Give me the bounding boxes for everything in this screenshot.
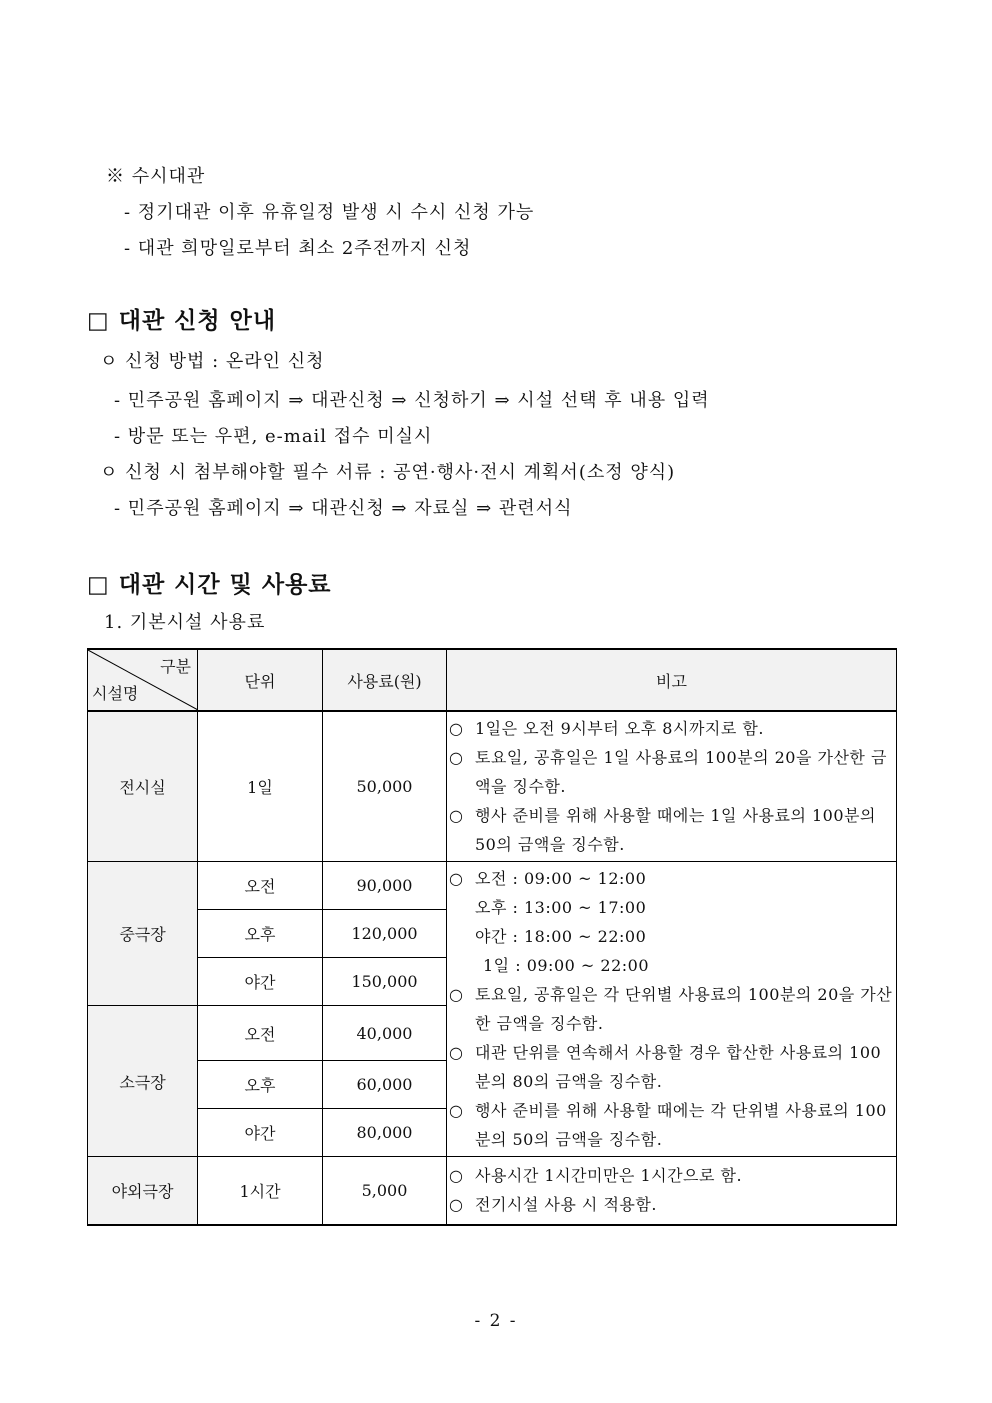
header-corner-bottom: 시설명	[92, 684, 139, 703]
fee-cell: 120,000	[323, 910, 447, 958]
facility-outdoor-theater: 야외극장	[88, 1157, 198, 1225]
remark-outdoor	[447, 1157, 897, 1225]
fee-cell: 90,000	[323, 862, 447, 910]
remark-item: ○ 행사 준비를 위해 사용할 때에는 1일 사용료의 100분의 50의 금액을 징수함.	[449, 801, 894, 859]
fee-cell: 150,000	[323, 958, 447, 1006]
unit-cell: 오전	[198, 1006, 323, 1061]
unit-cell: 야간	[198, 958, 323, 1006]
note-title: ※ 수시대관	[106, 166, 206, 187]
facility-exhibition: 전시실	[88, 711, 198, 862]
remark-item: ○ 토요일, 공휴일은 각 단위별 사용료의 100분의 20을 가산한 금액을 징수함.	[449, 980, 894, 1038]
apply-line: ㅇ 신청 방법 : 온라인 신청	[100, 351, 325, 372]
note-item: - 대관 희망일로부터 최소 2주전까지 신청	[124, 238, 472, 259]
apply-line: - 방문 또는 우편, e-mail 접수 미실시	[114, 426, 433, 447]
apply-line: - 민주공원 홈페이지 ⇒ 대관신청 ⇒ 자료실 ⇒ 관련서식	[114, 498, 573, 519]
remark-exhibition	[447, 711, 897, 862]
remark-item: ○ 토요일, 공휴일은 1일 사용료의 100분의 20을 가산한 금액을 징수함.	[449, 743, 894, 801]
circle-bullet-icon: ○	[449, 1195, 464, 1215]
remark-time: 야간 : 18:00 ~ 22:00	[475, 927, 647, 946]
circle-bullet-icon: ○	[449, 1101, 464, 1120]
apply-line: ㅇ 신청 시 첨부해야할 필수 서류 : 공연·행사·전시 계획서(소정 양식)	[100, 462, 676, 483]
unit-cell: 오후	[198, 1061, 323, 1109]
fee-cell: 40,000	[323, 1006, 447, 1061]
remark-item: ○ 전기시설 사용 시 적용함.	[449, 1190, 894, 1219]
fee-cell: 80,000	[323, 1109, 447, 1157]
table-row	[88, 711, 897, 862]
fee-cell: 50,000	[323, 711, 447, 862]
table-row	[88, 1157, 897, 1225]
header-remark: 비고	[447, 649, 897, 711]
header-fee: 사용료(원)	[323, 649, 447, 711]
unit-cell: 1일	[198, 711, 323, 862]
circle-bullet-icon: ○	[449, 748, 464, 767]
facility-middle-theater: 중극장	[88, 862, 198, 1006]
fee-subheading: 1. 기본시설 사용료	[104, 612, 266, 633]
fee-cell: 5,000	[323, 1157, 447, 1225]
circle-bullet-icon: ○	[449, 1166, 464, 1186]
remark-item: ○ 대관 단위를 연속해서 사용할 경우 합산한 사용료의 100분의 80의 금액을 징수함.	[449, 1038, 894, 1096]
table-header-row	[88, 649, 897, 711]
remark-item: ○ 오전 : 09:00 ~ 12:00	[449, 864, 894, 893]
circle-bullet-icon: ○	[449, 806, 464, 825]
remark-time: 오후 : 13:00 ~ 17:00	[475, 898, 647, 917]
note-item: - 정기대관 이후 유휴일정 발생 시 수시 신청 가능	[124, 202, 535, 223]
circle-bullet-icon: ○	[449, 1043, 464, 1062]
header-corner-cell	[88, 649, 198, 711]
unit-cell: 오전	[198, 862, 323, 910]
unit-cell: 오후	[198, 910, 323, 958]
unit-cell: 1시간	[198, 1157, 323, 1225]
circle-bullet-icon: ○	[449, 719, 464, 738]
apply-line: - 민주공원 홈페이지 ⇒ 대관신청 ⇒ 신청하기 ⇒ 시설 선택 후 내용 입력	[114, 390, 710, 411]
remark-item: ○ 사용시간 1시간미만은 1시간으로 함.	[449, 1161, 894, 1190]
page-number: - 2 -	[474, 1311, 518, 1331]
circle-bullet-icon: ○	[449, 869, 464, 888]
unit-cell: 야간	[198, 1109, 323, 1157]
remark-item: ○ 행사 준비를 위해 사용할 때에는 각 단위별 사용료의 100분의 50의 금액을 징수함.	[449, 1096, 894, 1154]
circle-bullet-icon: ○	[449, 985, 464, 1004]
header-unit: 단위	[198, 649, 323, 711]
section-heading-apply: □ 대관 신청 안내	[87, 308, 277, 334]
fee-cell: 60,000	[323, 1061, 447, 1109]
table-row	[88, 862, 897, 910]
header-corner-top: 구분	[160, 657, 191, 676]
remark-time: 1일 : 09:00 ~ 22:00	[483, 956, 649, 975]
remark-item: ○ 1일은 오전 9시부터 오후 8시까지로 함.	[449, 714, 894, 743]
fee-table	[87, 648, 897, 1226]
facility-small-theater: 소극장	[88, 1006, 198, 1157]
remark-theaters	[447, 862, 897, 1157]
section-heading-fee: □ 대관 시간 및 사용료	[87, 572, 332, 598]
